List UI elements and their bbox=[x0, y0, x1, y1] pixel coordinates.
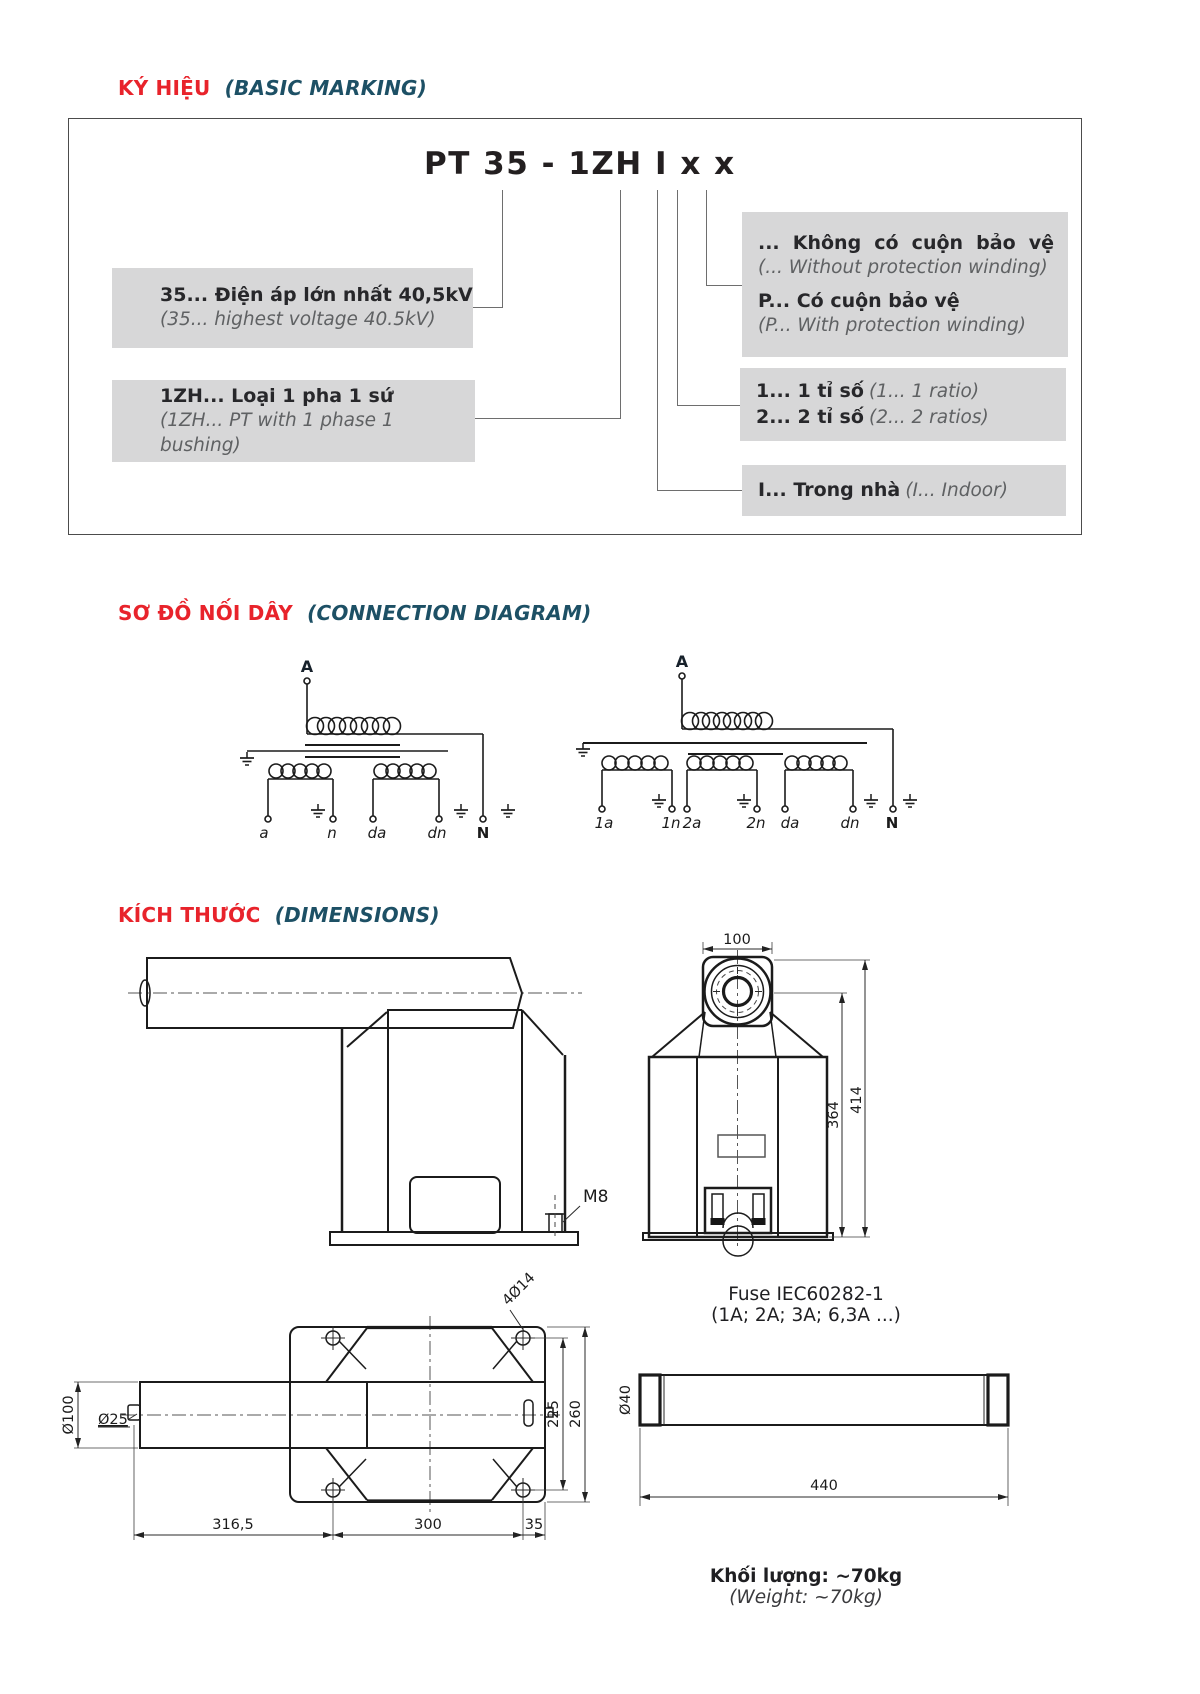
core-lines bbox=[576, 743, 867, 756]
section-title-en: (CONNECTION DIAGRAM) bbox=[307, 601, 592, 625]
dim-260-label: 260 bbox=[568, 1400, 584, 1428]
connector-line bbox=[470, 307, 503, 308]
terminal-label: 2n bbox=[746, 814, 766, 832]
ground-icon bbox=[903, 794, 917, 807]
type-label-en: (1ZH... PT with 1 phase 1 bushing) bbox=[160, 410, 394, 456]
dim-fuse-length-label: 440 bbox=[810, 1478, 838, 1494]
connector-line bbox=[706, 285, 742, 286]
section-title-en: (DIMENSIONS) bbox=[274, 903, 440, 927]
hole-size-callout bbox=[500, 1270, 539, 1331]
connector-line bbox=[657, 490, 742, 491]
ground-icon bbox=[652, 794, 666, 807]
hv-terminal-label: A bbox=[675, 652, 689, 671]
terminal-label: da bbox=[780, 814, 800, 832]
hv-terminal-label: A bbox=[300, 657, 314, 676]
ground-icon bbox=[311, 804, 325, 817]
drawing-side-view bbox=[120, 940, 620, 1260]
ratio-line-1: 1... 1 tỉ số (1... 1 ratio) bbox=[756, 380, 980, 403]
voltage-label-en: (35... highest voltage 40.5kV) bbox=[160, 309, 436, 331]
terminal-label: a bbox=[259, 824, 269, 842]
fuse-caption bbox=[646, 1284, 966, 1326]
connection-diagram-two-ratios bbox=[540, 640, 930, 855]
fuse-ratings: (1A; 2A; 3A; 6,3A ...) bbox=[711, 1305, 901, 1326]
section-title-vn: KÝ HIỆU bbox=[118, 76, 211, 100]
secondary-winding-1 bbox=[599, 756, 675, 812]
terminal-label: dn bbox=[427, 824, 447, 842]
dim-35-label: 35 bbox=[524, 1517, 544, 1533]
core-lines bbox=[240, 745, 448, 765]
ground-icon bbox=[737, 794, 751, 807]
ground-icon bbox=[454, 804, 468, 817]
neutral-terminal bbox=[890, 806, 896, 812]
dim-316-label: 316,5 bbox=[212, 1517, 254, 1533]
marking-box-protection bbox=[742, 212, 1068, 357]
auxiliary-winding bbox=[370, 764, 442, 822]
connection-diagram-single-ratio bbox=[195, 640, 525, 855]
marking-box-ratio bbox=[740, 368, 1066, 441]
bolt-size-label: M8 bbox=[583, 1187, 609, 1207]
connector-line bbox=[657, 190, 658, 491]
height-dimensions bbox=[774, 960, 870, 1237]
dim-body-height-label: 364 bbox=[826, 1101, 842, 1129]
voltage-label-vn: 35... Điện áp lớn nhất 40,5kV bbox=[160, 284, 473, 307]
hv-terminal bbox=[679, 673, 685, 679]
terminal-label: da bbox=[367, 824, 387, 842]
connector-line bbox=[502, 190, 503, 308]
drawing-top-view bbox=[60, 1268, 620, 1568]
terminal-label: 2a bbox=[682, 814, 702, 832]
dim-holes-label: 4Ø14 bbox=[499, 1269, 539, 1309]
connector-line bbox=[475, 418, 621, 419]
drawing-front-view bbox=[595, 930, 895, 1260]
terminal-label: 1a bbox=[594, 814, 614, 832]
protection-without-vn: ... Không có cuộn bảo vệ bbox=[758, 231, 1054, 254]
dim-dia-bushing-label: Ø100 bbox=[61, 1395, 77, 1435]
hv-terminal bbox=[304, 678, 310, 684]
connector-line bbox=[706, 190, 707, 286]
dim-total-height-label: 414 bbox=[849, 1086, 865, 1114]
terminal-label: n bbox=[327, 824, 337, 842]
ratio-line-2: 2... 2 tỉ số (2... 2 ratios) bbox=[756, 405, 989, 428]
section-header-marking bbox=[118, 76, 427, 100]
type-label-vn: 1ZH... Loại 1 pha 1 sứ bbox=[160, 385, 394, 408]
protection-with-en: (P... With protection winding) bbox=[758, 315, 1026, 337]
protection-with-vn: P... Có cuộn bảo vệ bbox=[758, 290, 960, 312]
connector-line bbox=[620, 190, 621, 419]
section-header-connection bbox=[118, 601, 591, 625]
auxiliary-winding bbox=[782, 756, 856, 812]
dim-width-label: 100 bbox=[723, 932, 751, 948]
dim-300-label: 300 bbox=[414, 1517, 442, 1533]
base-plate bbox=[330, 1195, 578, 1245]
connector-line bbox=[677, 405, 742, 406]
connector-line bbox=[677, 190, 678, 406]
marking-box-voltage bbox=[112, 268, 473, 348]
fuse-body bbox=[640, 1375, 1008, 1425]
product-code: PT 35 - 1ZH I x x bbox=[424, 146, 736, 182]
horizontal-dimensions bbox=[134, 1425, 545, 1540]
marking-box-type bbox=[112, 380, 475, 462]
weight-vn: Khối lượng: ~70kg bbox=[709, 1566, 903, 1587]
fuse-title: Fuse IEC60282-1 bbox=[728, 1284, 884, 1305]
body-outline bbox=[342, 1010, 565, 1233]
dim-225-label: 225 bbox=[546, 1400, 562, 1428]
secondary-winding-1 bbox=[265, 764, 336, 822]
dim-fuse-dia-label: Ø40 bbox=[618, 1385, 634, 1415]
fuse-length-dimension bbox=[640, 1428, 1008, 1506]
section-title-en: (BASIC MARKING) bbox=[224, 76, 427, 100]
ground-icon bbox=[864, 794, 878, 807]
bushing-front bbox=[703, 957, 772, 1026]
ground-icon bbox=[240, 752, 254, 765]
terminal-label: 1n bbox=[661, 814, 681, 832]
neutral-terminal bbox=[480, 816, 486, 822]
weight-en: (Weight: ~70kg) bbox=[729, 1587, 883, 1608]
ground-icon bbox=[501, 804, 515, 817]
protection-without-en: (... Without protection winding) bbox=[758, 256, 1048, 278]
section-title-vn: KÍCH THƯỚC bbox=[118, 903, 261, 927]
section-header-dimensions bbox=[118, 903, 440, 927]
section-title-vn: SƠ ĐỒ NỐI DÂY bbox=[118, 601, 293, 625]
terminal-label: N bbox=[476, 824, 490, 842]
ground-icon bbox=[576, 743, 590, 756]
terminal-label: dn bbox=[840, 814, 860, 832]
body-top bbox=[290, 1328, 558, 1502]
secondary-winding-2 bbox=[684, 756, 760, 812]
indoor-line: I... Trong nhà (I... Indoor) bbox=[758, 478, 1008, 501]
terminal-label: N bbox=[885, 814, 899, 832]
dim-dia-tip-label: Ø25 bbox=[98, 1412, 128, 1428]
marking-box-indoor bbox=[742, 465, 1066, 516]
weight-note bbox=[646, 1566, 966, 1608]
